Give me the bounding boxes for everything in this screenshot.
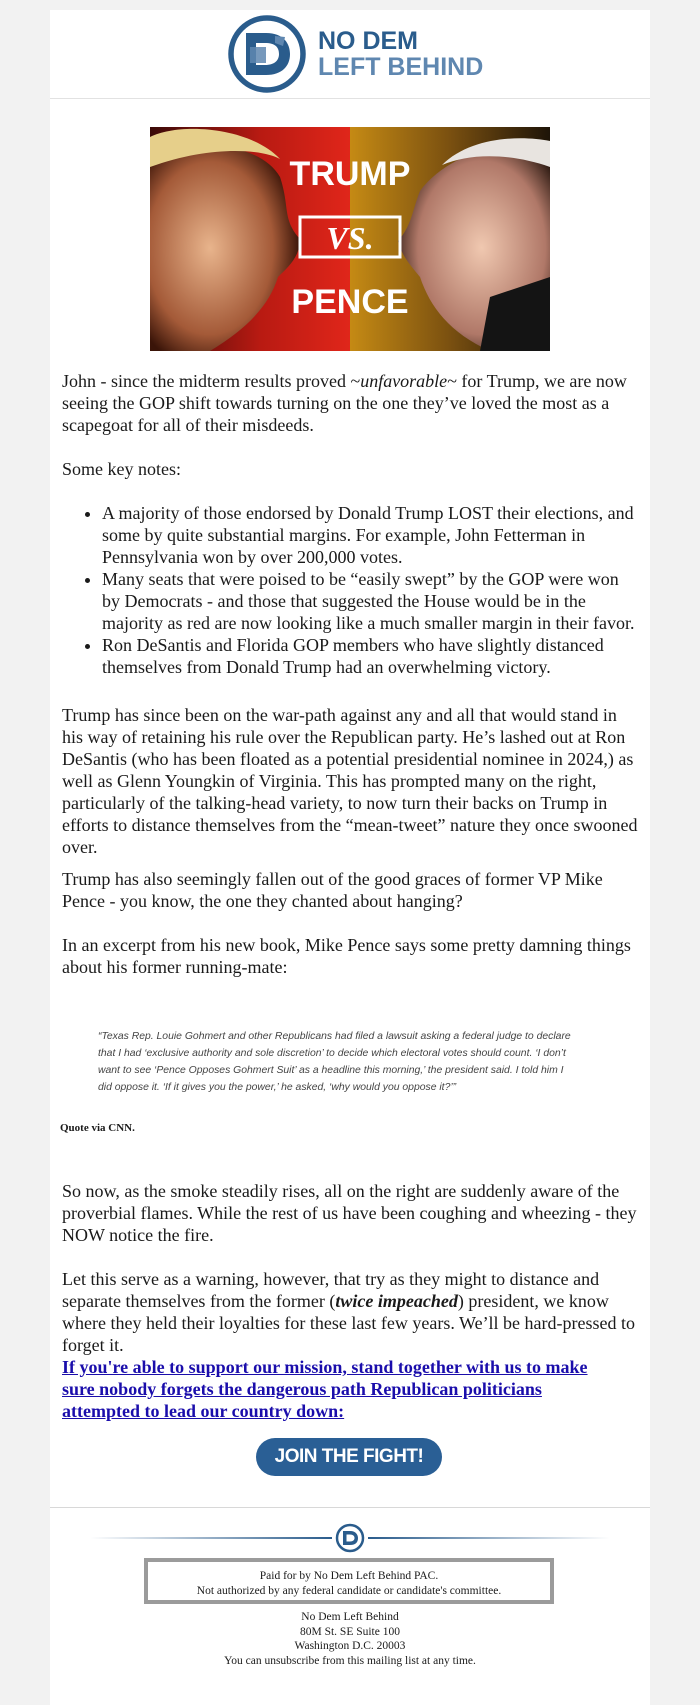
address-street: 80M St. SE Suite 100 bbox=[299, 1625, 400, 1638]
brand-name-line2: LEFT BEHIND bbox=[318, 53, 484, 81]
footer-divider bbox=[50, 1507, 650, 1508]
mailing-address bbox=[50, 1610, 650, 1668]
intro-paragraph bbox=[62, 370, 640, 436]
warning-emphasis: twice impeached bbox=[335, 1291, 458, 1311]
disclaimer-line1: Paid for by No Dem Left Behind PAC. bbox=[259, 1570, 439, 1582]
key-notes-label: Some key notes: bbox=[62, 459, 181, 479]
warpath-paragraph: Trump has since been on the war-path against any and all that would stand in his way of retaining his rule over the Republican party. He’s lashed out at Ron DeSantis (who has been floated as a potential presidential nominee in 2024,) as well as Glenn Youngkin of Virginia. This has prompted many on the right, particularly of the talking-head variety, to now turn their backs on Trump in efforts to distance themselves from the “mean-tweet” nature they once swooned over. bbox=[62, 705, 638, 857]
paid-for-disclaimer bbox=[144, 1558, 554, 1604]
list-item: • A majority of those endorsed by Donald Trump LOST their elections, and some by quite substantial margins. For example, John Fetterman in Pennsylvania won by over 200,000 votes. bbox=[102, 502, 640, 568]
warning-paragraph bbox=[62, 1268, 640, 1356]
smoke-paragraph: So now, as the smoke steadily rises, all on the right are suddenly aware of the proverbial flames. While the rest of us have been coughing and wheezing - they NOW notice the fire. bbox=[62, 1181, 637, 1245]
hero-title-bottom: PENCE bbox=[291, 283, 409, 321]
list-item: • Many seats that were poised to be “easily swept” by the GOP were won by Democrats - and those that suggested the House would be in the majority as red are now looking like a much smaller margin in their favor. bbox=[102, 568, 640, 634]
support-mission-link[interactable]: If you're able to support our mission, stand together with us to make sure nobody forgets the dangerous path Republican politicians attempted to lead our country down: bbox=[62, 1357, 588, 1421]
trump-vs-pence-hero-image bbox=[150, 127, 550, 351]
warning-text-before: Let this serve as a warning, however, that try as they might to distance and separate themselves from the former ( bbox=[62, 1269, 600, 1311]
intro-text-after: ~ for Trump, we are now seeing the GOP shift towards turning on the one they’ve loved the most as a scapegoat for all of their misdeeds. bbox=[62, 371, 627, 435]
unsubscribe-notice: You can unsubscribe from this mailing list at any time. bbox=[224, 1654, 476, 1667]
join-the-fight-button[interactable]: JOIN THE FIGHT! bbox=[256, 1438, 442, 1476]
address-city: Washington D.C. 20003 bbox=[294, 1640, 406, 1652]
hero-title-top: TRUMP bbox=[289, 155, 411, 193]
quote-source: Quote via CNN. bbox=[60, 1122, 135, 1134]
address-org: No Dem Left Behind bbox=[301, 1611, 399, 1623]
brand-name-line1: NO DEM bbox=[318, 27, 418, 55]
disclaimer-line2: Not authorized by any federal candidate or candidate's committee. bbox=[196, 1585, 502, 1597]
intro-emphasis: unfavorable bbox=[360, 371, 448, 391]
key-notes-list bbox=[62, 502, 640, 678]
no-dem-logo-icon[interactable] bbox=[226, 13, 308, 95]
brand-name bbox=[318, 28, 483, 80]
warning-text-after: ) president, we know where they held their loyalties for these last few years. We’ll be hard-pressed to forget it. bbox=[62, 1291, 636, 1355]
pence-paragraph: Trump has also seemingly fallen out of the good graces of former VP Mike Pence - you know, the one they chanted about hanging? bbox=[62, 869, 603, 911]
pence-book-quote: “Texas Rep. Louie Gohmert and other Republicans had filed a lawsuit asking a federal judge to declare that I had ‘exclusive authority and sole discretion’ to decide which electoral votes should count. ‘I don’t want to see ‘Pence Opposes Gohmert Suit’ as a headline this morning,’ the president said. I told him I did oppose it. ‘If it gives you the power,’ he asked, ‘why would you oppose it?’” bbox=[98, 1031, 571, 1093]
excerpt-paragraph: In an excerpt from his new book, Mike Pence says some pretty damning things about his former running-mate: bbox=[62, 935, 631, 977]
hero-title-vs: VS. bbox=[326, 220, 374, 256]
intro-text-before: John - since the midterm results proved ~ bbox=[62, 371, 361, 391]
email-header bbox=[50, 10, 650, 99]
email-card bbox=[50, 10, 650, 1705]
footer-divider-logo-icon bbox=[90, 1518, 610, 1558]
list-item: • Ron DeSantis and Florida GOP members who have slightly distanced themselves from Donald Trump had an overwhelming victory. bbox=[102, 634, 640, 678]
